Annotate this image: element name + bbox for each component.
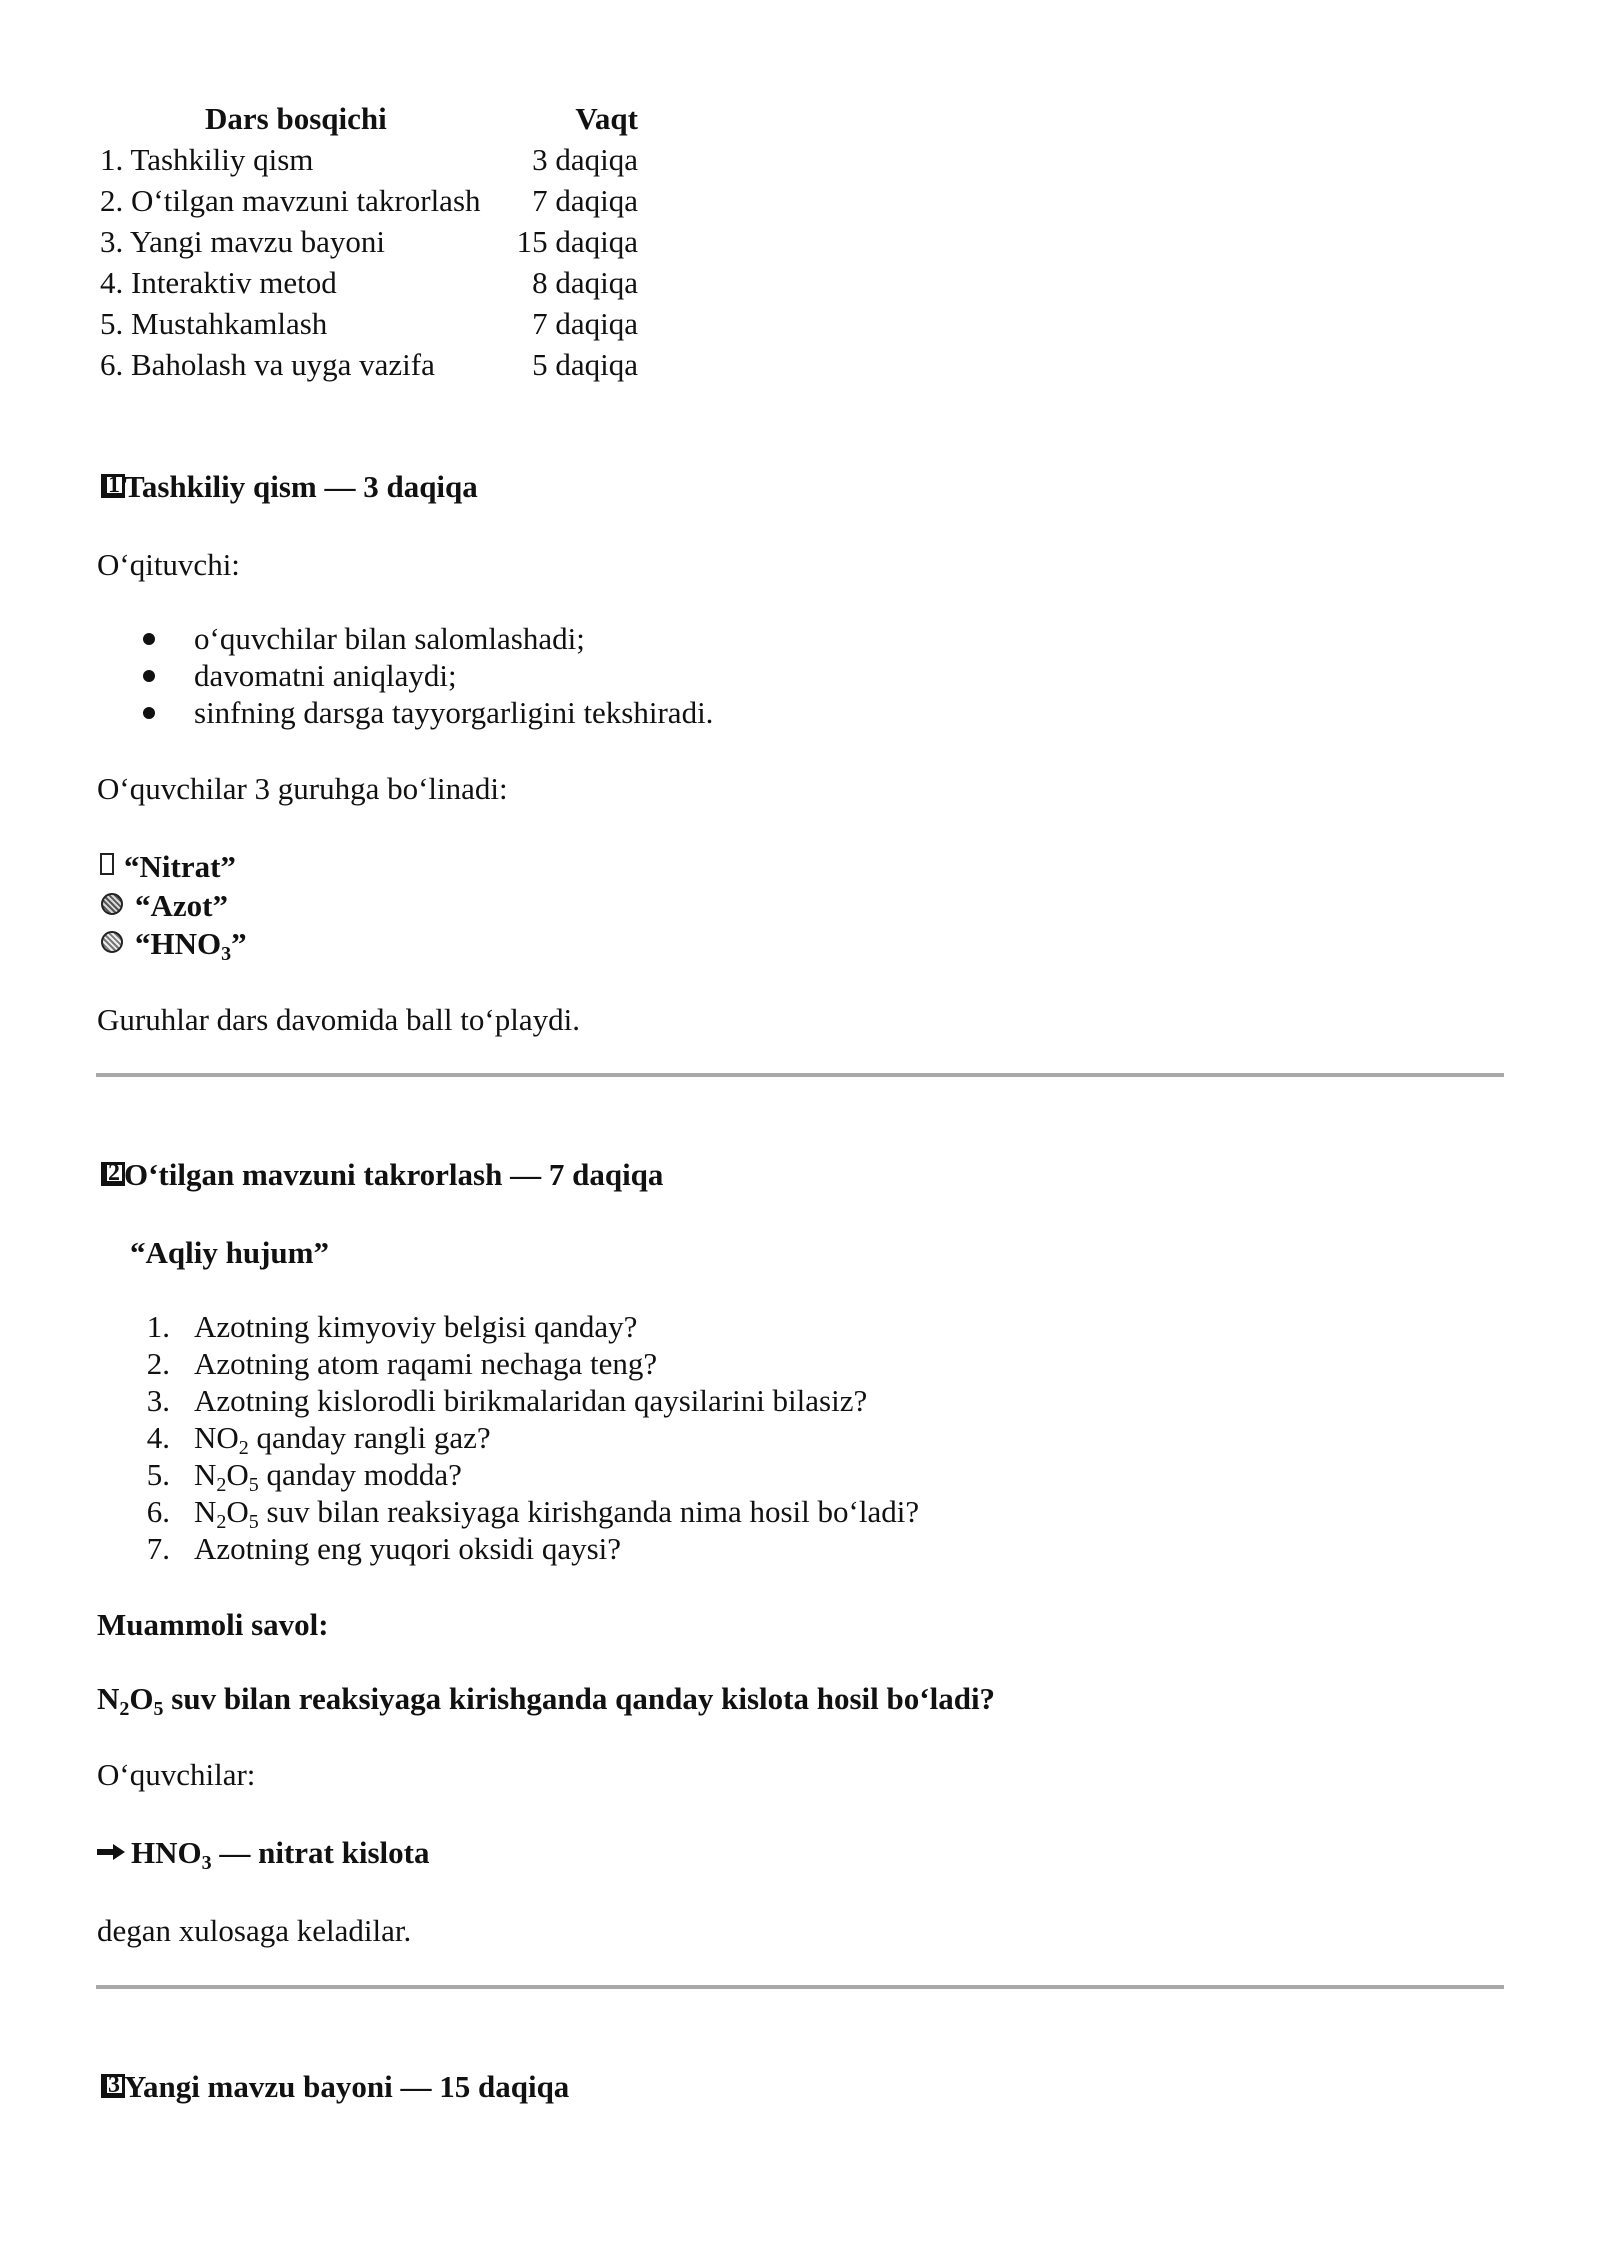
- schedule-row-time: 3 daqiqa: [532, 142, 638, 177]
- section-2-heading: O‘tilgan mavzuni takrorlash — 7 daqiqa: [124, 1157, 664, 1192]
- question-number: 2.: [146, 1346, 170, 1381]
- teacher-label: O‘qituvchi:: [97, 547, 240, 582]
- schedule-row-time: 15 daqiqa: [516, 224, 638, 259]
- problem-question: $N_2O_5$ suv bilan reaksiyaga kirishganda qanday kislota hosil bo‘ladi?: [97, 1681, 996, 1720]
- question-text: Azotning kislorodli birikmalaridan qaysilarini bilasiz?: [194, 1383, 868, 1418]
- horizontal-rule: [96, 1073, 1504, 1077]
- answer-line: $HNO_3$ — nitrat kislota: [97, 1837, 430, 1868]
- schedule-row-time: 5 daqiqa: [532, 347, 638, 382]
- question-number: 3.: [146, 1383, 170, 1418]
- groups-closing: Guruhlar dars davomida ball to‘playdi.: [97, 1002, 580, 1037]
- question-number: 5.: [146, 1457, 170, 1492]
- list-item: sinfning darsga tayyorgarligini tekshiradi.: [194, 695, 714, 730]
- schedule-row-stage: 1. Tashkiliy qism: [100, 142, 314, 177]
- section-3-heading: Yangi mavzu bayoni — 15 daqiqa: [124, 2069, 570, 2104]
- red-circle-icon: [101, 931, 123, 953]
- conclusion-text: degan xulosaga keladilar.: [97, 1913, 412, 1948]
- problem-label: Muammoli savol:: [97, 1607, 329, 1642]
- question-number: 7.: [146, 1531, 170, 1566]
- schedule-row-time: 7 daqiqa: [532, 306, 638, 341]
- method-title: “Aqliy hujum”: [130, 1235, 329, 1270]
- question-text: $N_2O_5$ qanday modda?: [194, 1457, 462, 1496]
- list-item: davomatni aniqlaydi;: [194, 658, 457, 693]
- question-text: Azotning atom raqami nechaga teng?: [194, 1346, 658, 1381]
- group-azot: “Azot”: [135, 888, 228, 923]
- green-circle-icon: [101, 893, 123, 915]
- schedule-row-stage: 4. Interaktiv metod: [100, 265, 337, 300]
- question-number: 6.: [146, 1494, 170, 1529]
- question-number: 4.: [146, 1420, 170, 1455]
- bullet-icon: [143, 707, 155, 719]
- question-text: $N_2O_5$ suv bilan reaksiyaga kirishganda nima hosil bo‘ladi?: [194, 1494, 920, 1533]
- schedule-header-time: Vaqt: [575, 101, 638, 136]
- number-1-icon: 1: [101, 474, 125, 498]
- schedule-row-stage: 3. Yangi mavzu bayoni: [100, 224, 386, 259]
- question-text: $NO_2$ qanday rangli gaz?: [194, 1420, 491, 1459]
- schedule-row-stage: 2. O‘tilgan mavzuni takrorlash: [100, 183, 481, 218]
- schedule-header-stage: Dars bosqichi: [205, 101, 387, 136]
- groups-intro: O‘quvchilar 3 guruhga bo‘linadi:: [97, 771, 508, 806]
- question-number: 1.: [146, 1309, 170, 1344]
- schedule-row-stage: 6. Baholash va uyga vazifa: [100, 347, 435, 382]
- right-arrow-icon: [97, 1845, 125, 1859]
- students-label: O‘quvchilar:: [97, 1757, 256, 1792]
- group-hno3: “$HNO_3$”: [135, 926, 247, 965]
- schedule-row-time: 8 daqiqa: [532, 265, 638, 300]
- missing-glyph-icon: [100, 853, 114, 875]
- group-nitrat: “Nitrat”: [124, 849, 236, 884]
- horizontal-rule: [96, 1985, 1504, 1989]
- question-text: Azotning eng yuqori oksidi qaysi?: [194, 1531, 622, 1566]
- schedule-row-stage: 5. Mustahkamlash: [100, 306, 328, 341]
- schedule-row-time: 7 daqiqa: [532, 183, 638, 218]
- section-1-heading: Tashkiliy qism — 3 daqiqa: [124, 469, 478, 504]
- list-item: o‘quvchilar bilan salomlashadi;: [194, 621, 585, 656]
- number-3-icon: 3: [101, 2074, 125, 2098]
- question-text: Azotning kimyoviy belgisi qanday?: [194, 1309, 638, 1344]
- bullet-icon: [143, 670, 155, 682]
- number-2-icon: 2: [101, 1162, 125, 1186]
- bullet-icon: [143, 633, 155, 645]
